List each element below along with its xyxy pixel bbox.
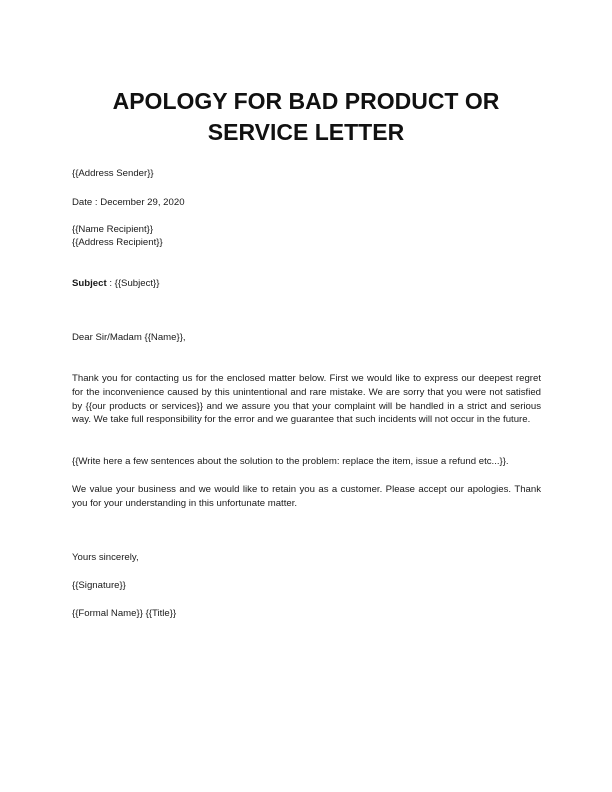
subject-line — [72, 278, 159, 290]
body-paragraph-3: We value your business and we would like to retain you as a customer. Please accept our apologies. Thank you for your understanding in this unfortunate matter. — [72, 484, 541, 509]
formal-name-title: {{Formal Name}} {{Title}} — [72, 608, 177, 619]
recipient-address: {{Address Recipient}} — [72, 237, 163, 248]
salutation: Dear Sir/Madam {{Name}}, — [72, 332, 186, 343]
closing-line: Yours sincerely, — [72, 552, 139, 563]
subject-label: Subject — [72, 278, 107, 289]
body-paragraph-2: {{Write here a few sentences about the solution to the problem: replace the item, issue a refund etc...}}. — [72, 456, 509, 467]
subject-value: : {{Subject}} — [106, 278, 160, 289]
sender-address: {{Address Sender}} — [72, 168, 154, 179]
recipient-name: {{Name Recipient}} — [72, 224, 154, 235]
date-line: Date : December 29, 2020 — [72, 197, 185, 208]
letter-title: APOLOGY FOR BAD PRODUCT OR SERVICE LETTER — [112, 88, 500, 145]
signature-placeholder: {{Signature}} — [72, 580, 126, 591]
body-paragraph-1: Thank you for contacting us for the enclosed matter below. First we would like to express our deepest regret for the inconvenience caused by this unintentional and rare mistake. We are sorry that you were not satisfied by {{our products or services}} and we assure you that your complaint will be handled in a strict and serious way. We take full responsibility for the error and we guarantee that such incidents will not occur in the future. — [72, 373, 541, 426]
